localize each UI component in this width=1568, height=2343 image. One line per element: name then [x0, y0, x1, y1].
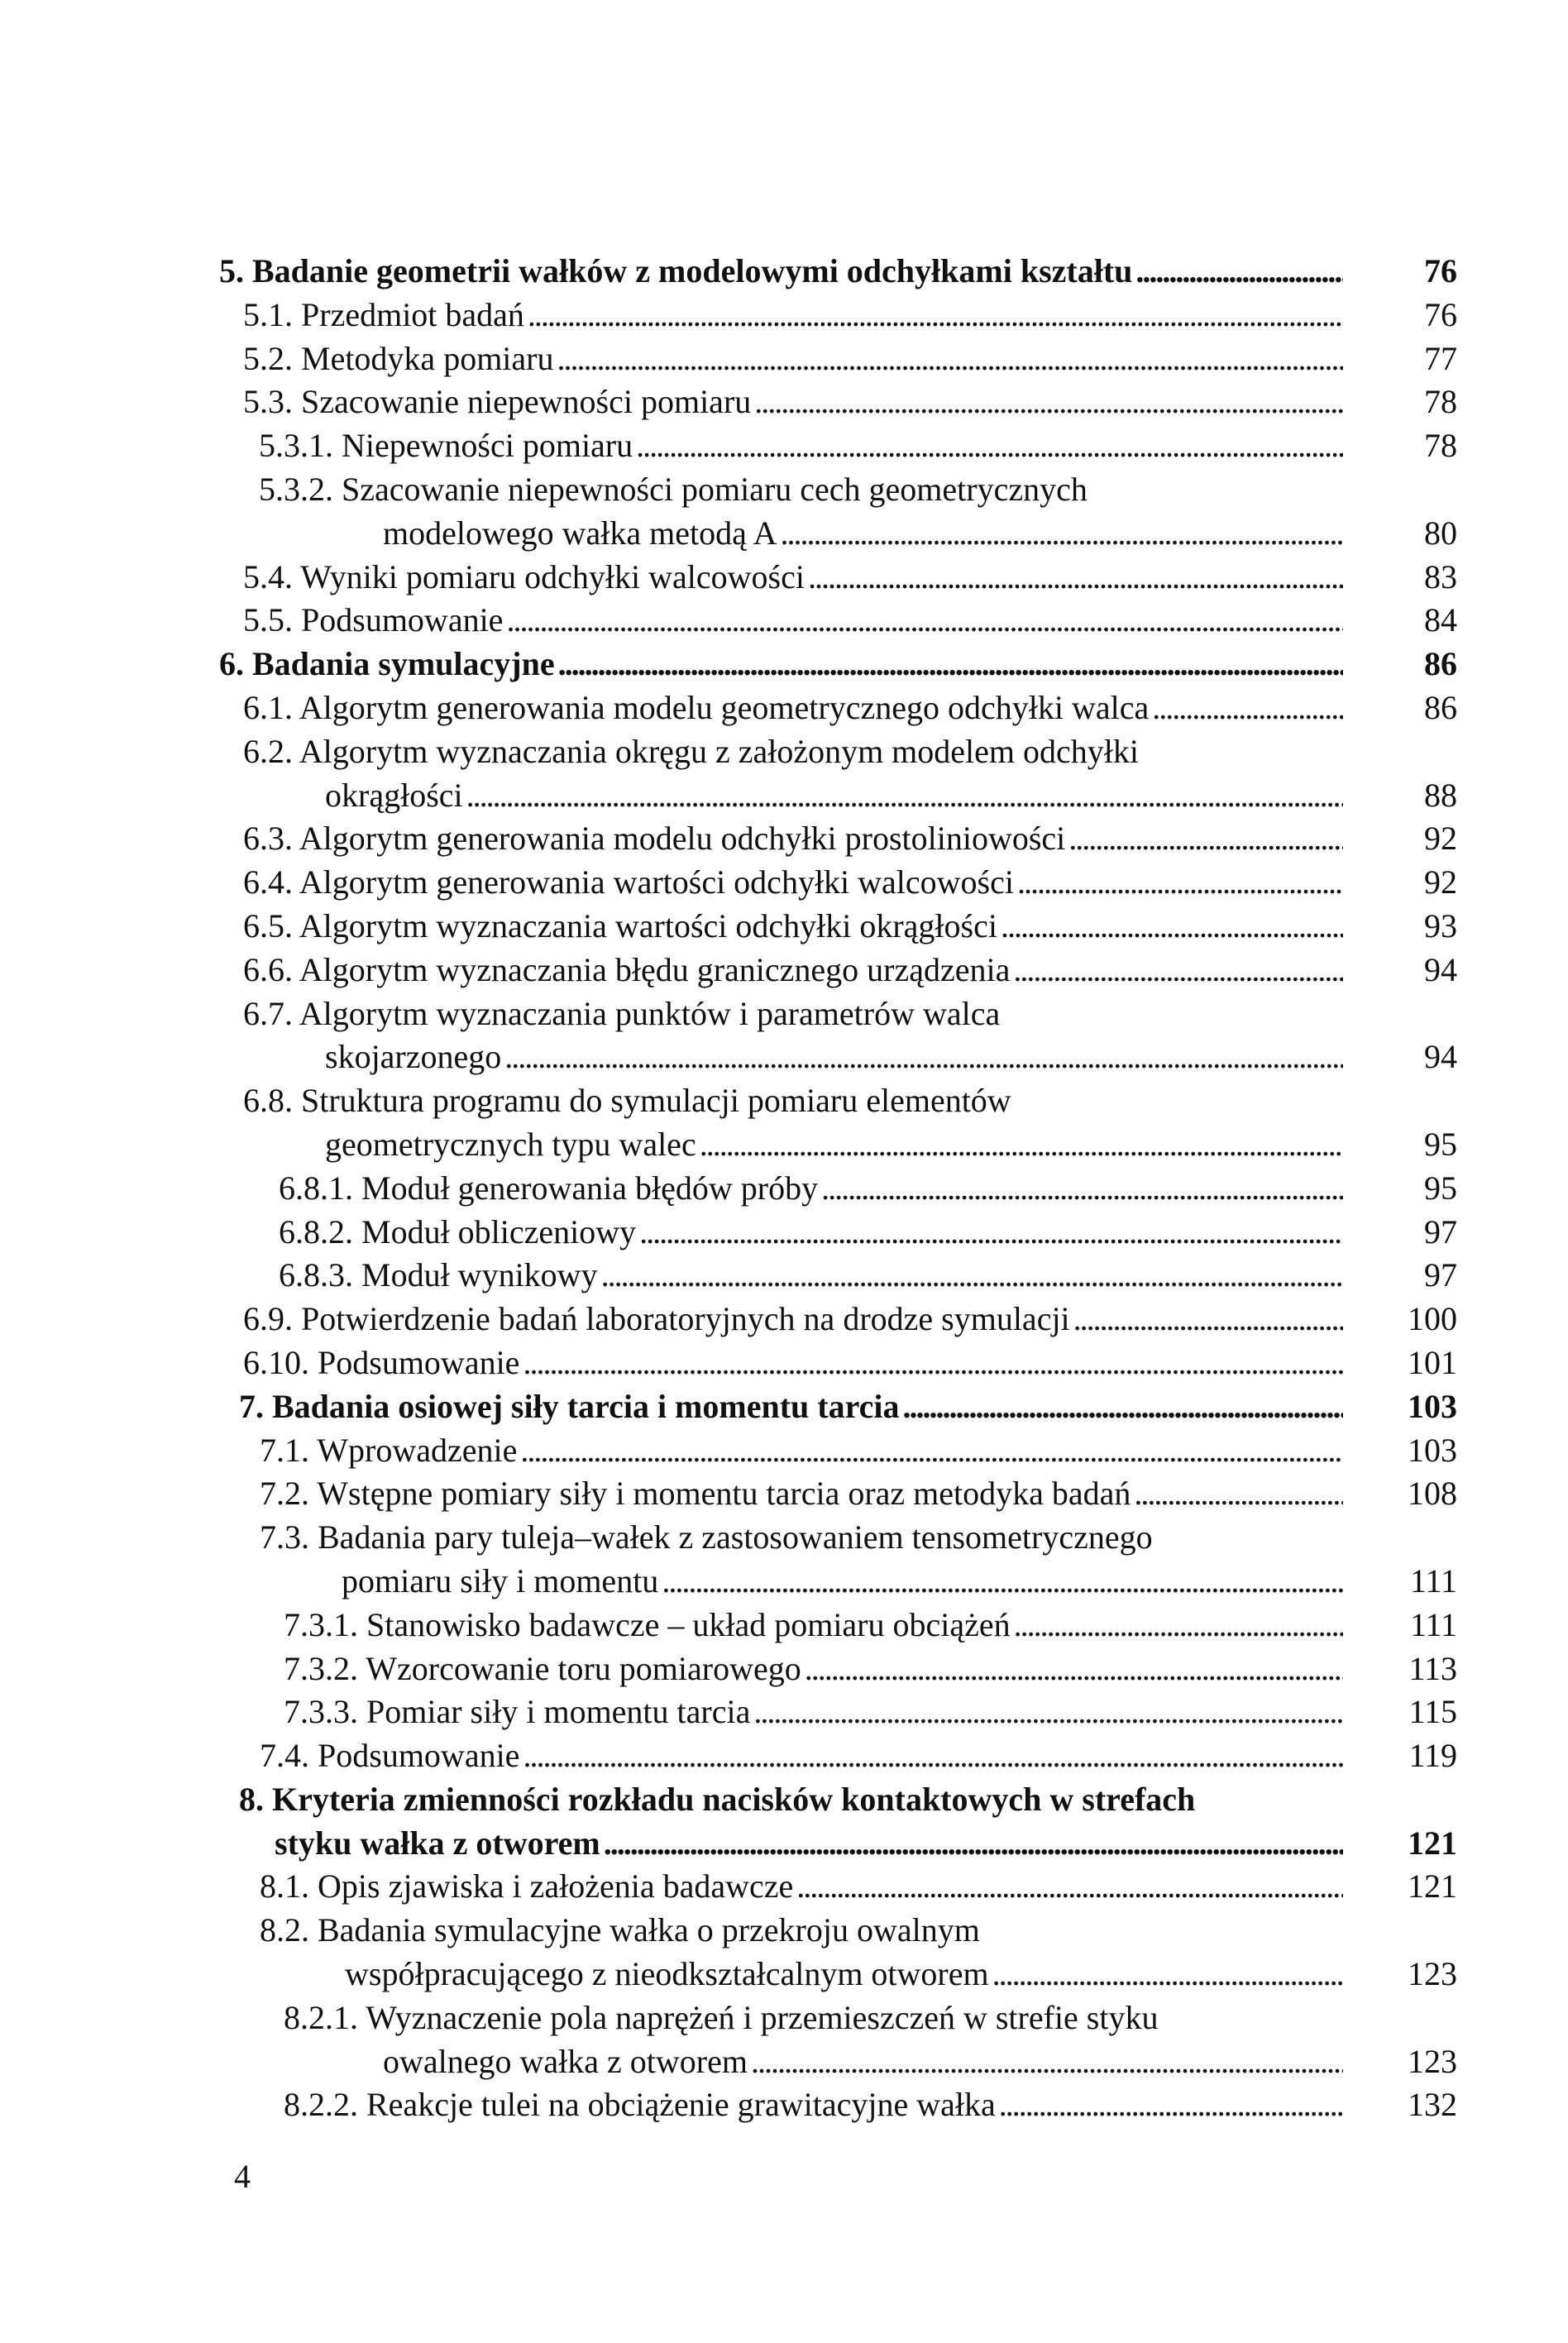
toc-entry-page: 88: [1424, 776, 1457, 814]
toc-entry-page: 94: [1424, 950, 1457, 988]
toc-entry-page: 111: [1409, 1561, 1457, 1599]
toc-entry-title: 6.1. Algorytm generowania modelu geometrycznego odchyłki walca . . .: [243, 686, 1343, 730]
toc-entry-page: 97: [1424, 1256, 1457, 1294]
toc-entry[interactable]: [0, 556, 1568, 600]
toc-entry[interactable]: [25, 2083, 1568, 2127]
toc-entry[interactable]: [17, 1472, 1568, 1516]
toc-entry[interactable]: [20, 1254, 1568, 1298]
toc-entry[interactable]: [17, 1734, 1568, 1778]
toc-entry-title: 7.3.3. Pomiar siły i momentu tarcia . . .: [284, 1690, 1343, 1734]
toc-entry-continuation[interactable]: [0, 774, 1568, 818]
toc-entry-title: 6.4. Algorytm generowania wartości odchyłki walcowości . . .: [243, 861, 1343, 905]
toc-entry-title: 6.9. Potwierdzenie badań laboratoryjnych na drodze symulacji . . .: [243, 1298, 1343, 1341]
toc-entry-title: 5.5. Podsumowanie . . .: [243, 599, 1343, 643]
toc-entry[interactable]: [20, 1211, 1568, 1255]
toc-entry-page: 132: [1408, 2086, 1457, 2124]
toc-entry-page: 86: [1424, 645, 1457, 683]
toc-entry-title: 7.3.2. Wzorcowanie toru pomiarowego . . .: [284, 1647, 1343, 1691]
toc-entry[interactable]: [20, 1385, 1568, 1429]
toc-entry-title: styku wałka z otworem . . .: [275, 1822, 1343, 1866]
toc-entry-continuation[interactable]: [20, 1953, 1568, 1996]
toc-entry-title: 8.2. Badania symulacyjne wałka o przekroju owalnym: [260, 1911, 980, 1949]
toc-entry-page: 78: [1424, 383, 1457, 421]
toc-entry-page: 111: [1409, 1605, 1457, 1643]
toc-entry-title: geometrycznych typu walec . . .: [325, 1123, 1343, 1167]
toc-entry-title: 5.4. Wyniki pomiaru odchyłki walcowości . . .: [243, 556, 1343, 600]
toc-entry-title: 5.3. Szacowanie niepewności pomiaru . . .: [243, 380, 1343, 424]
toc-entry-title: 8.2.1. Wyznaczenie pola naprężeń i przemieszczeń w strefie styku: [284, 1998, 1159, 2036]
toc-entry[interactable]: [0, 468, 1568, 512]
toc-entry[interactable]: [0, 1298, 1568, 1341]
toc-entry-title: 7.2. Wstępne pomiary siły i momentu tarcia oraz metodyka badań . . .: [260, 1472, 1343, 1516]
toc-entry-page: 123: [1408, 2042, 1457, 2080]
toc-entry[interactable]: [0, 424, 1568, 468]
toc-entry-continuation[interactable]: [0, 1822, 1568, 1866]
toc-entry-title: 6.6. Algorytm wyznaczania błędu granicznego urządzenia . . .: [243, 949, 1343, 992]
toc-entry-title: 6.8. Struktura programu do symulacji pomiaru elementów: [243, 1082, 1011, 1120]
toc-entry-title: 5.2. Metodyka pomiaru . . .: [243, 337, 1343, 381]
toc-entry[interactable]: [0, 337, 1568, 381]
toc-entry-page: 77: [1424, 339, 1457, 377]
table-of-contents: [0, 250, 1568, 2127]
toc-entry[interactable]: [0, 1079, 1568, 1123]
toc-entry-page: 86: [1424, 688, 1457, 726]
toc-entry-title: 7.4. Podsumowanie . . .: [260, 1734, 1343, 1778]
toc-entry[interactable]: [25, 1604, 1568, 1647]
toc-entry-page: 101: [1408, 1343, 1457, 1381]
toc-entry-title: 8.1. Opis zjawiska i założenia badawcze . . .: [260, 1865, 1343, 1909]
toc-entry-page: 95: [1424, 1169, 1457, 1207]
toc-entry-title: 7.3.1. Stanowisko badawcze – układ pomiaru obciążeń . . .: [284, 1604, 1343, 1647]
toc-entry[interactable]: [17, 1516, 1568, 1560]
toc-entry[interactable]: [25, 1996, 1568, 2040]
toc-entry-title: 5.1. Przedmiot badań . . .: [243, 294, 1343, 337]
toc-entry[interactable]: [0, 380, 1568, 424]
toc-entry-continuation[interactable]: [17, 1560, 1568, 1604]
toc-entry-title: 5.3.1. Niepewności pomiaru . . .: [259, 424, 1343, 468]
toc-entry[interactable]: [17, 1429, 1568, 1473]
toc-entry-title: 8.2.2. Reakcje tulei na obciążenie grawitacyjne wałka . . .: [284, 2083, 1343, 2127]
toc-entry-page: 115: [1408, 1693, 1457, 1731]
toc-entry[interactable]: [0, 686, 1568, 730]
toc-entry-title: 6.3. Algorytm generowania modelu odchyłki prostoliniowości . . .: [243, 817, 1343, 861]
toc-entry-page: 113: [1408, 1649, 1457, 1687]
toc-entry-page: 97: [1424, 1212, 1457, 1250]
toc-entry-title: 5. Badanie geometrii wałków z modelowymi odchyłkami kształtu . . .: [219, 250, 1343, 294]
toc-entry-title: 7. Badania osiowej siły tarcia i momentu tarcia . . .: [239, 1385, 1343, 1429]
toc-entry-title: 6.8.2. Moduł obliczeniowy . . .: [279, 1211, 1343, 1255]
toc-entry-page: 103: [1408, 1431, 1457, 1469]
toc-entry[interactable]: [0, 992, 1568, 1036]
toc-entry[interactable]: [17, 1909, 1568, 1953]
toc-entry-continuation[interactable]: [0, 1035, 1568, 1079]
toc-entry-page: 95: [1424, 1125, 1457, 1163]
toc-entry-title: skojarzonego . . .: [325, 1035, 1343, 1079]
toc-entry-title: pomiaru siły i momentu . . .: [342, 1560, 1343, 1604]
toc-entry-title: 6.7. Algorytm wyznaczania punktów i parametrów walca: [243, 994, 1001, 1032]
toc-entry-page: 100: [1408, 1300, 1457, 1338]
toc-entry-page: 108: [1408, 1475, 1457, 1513]
toc-entry[interactable]: [25, 1690, 1568, 1734]
toc-entry[interactable]: [20, 1778, 1568, 1822]
toc-entry-page: 92: [1424, 863, 1457, 901]
toc-entry[interactable]: [0, 250, 1568, 294]
toc-entry-page: 93: [1424, 906, 1457, 944]
toc-entry[interactable]: [0, 817, 1568, 861]
toc-entry-title: współpracującego z nieodkształcalnym otworem . . .: [345, 1953, 1343, 1996]
toc-entry-page: 84: [1424, 601, 1457, 639]
toc-entry-title: 7.3. Badania pary tuleja–wałek z zastosowaniem tensometrycznego: [260, 1518, 1153, 1556]
toc-entry-title: okrągłości . . .: [325, 774, 1343, 818]
toc-entry[interactable]: [0, 294, 1568, 337]
toc-entry-title: 6.8.1. Moduł generowania błędów próby . . .: [279, 1167, 1343, 1211]
toc-entry-page: 76: [1424, 295, 1457, 333]
toc-entry[interactable]: [17, 1865, 1568, 1909]
toc-entry[interactable]: [0, 599, 1568, 643]
toc-entry-continuation[interactable]: [0, 512, 1568, 556]
toc-entry-title: 6.5. Algorytm wyznaczania wartości odchyłki okrągłości . . .: [243, 905, 1343, 949]
toc-entry[interactable]: [25, 1647, 1568, 1691]
toc-entry-page: 119: [1408, 1737, 1457, 1775]
toc-entry[interactable]: [0, 730, 1568, 774]
toc-entry-page: 121: [1408, 1867, 1457, 1905]
toc-entry-page: 76: [1424, 252, 1457, 289]
toc-entry-title: 6. Badania symulacyjne . . .: [219, 643, 1343, 686]
toc-entry-continuation[interactable]: [0, 2040, 1568, 2084]
toc-entry-title: 8. Kryteria zmienności rozkładu nacisków kontaktowych w strefach: [239, 1780, 1196, 1818]
toc-entry-page: 80: [1424, 514, 1457, 552]
toc-entry-title: 7.1. Wprowadzenie . . .: [260, 1429, 1343, 1473]
toc-entry-title: 6.8.3. Moduł wynikowy . . .: [279, 1254, 1343, 1298]
toc-entry-continuation[interactable]: [0, 1123, 1568, 1167]
toc-entry[interactable]: [0, 905, 1568, 949]
toc-entry-title: 5.3.2. Szacowanie niepewności pomiaru cech geometrycznych: [259, 470, 1088, 508]
toc-entry[interactable]: [20, 1167, 1568, 1211]
page-number: 4: [234, 2158, 251, 2195]
toc-entry[interactable]: [0, 949, 1568, 992]
toc-entry-page: 92: [1424, 820, 1457, 858]
toc-entry-title: 6.10. Podsumowanie . . .: [243, 1341, 1343, 1385]
toc-entry-page: 103: [1408, 1387, 1457, 1425]
toc-entry[interactable]: [0, 643, 1568, 686]
toc-entry-title: 6.2. Algorytm wyznaczania okręgu z założonym modelem odchyłki: [243, 732, 1140, 770]
toc-entry-title: owalnego wałka z otworem . . .: [383, 2040, 1343, 2084]
toc-entry-page: 94: [1424, 1038, 1457, 1076]
toc-entry-page: 83: [1424, 557, 1457, 595]
toc-entry-page: 123: [1408, 1955, 1457, 1993]
toc-entry[interactable]: [0, 861, 1568, 905]
toc-entry-page: 78: [1424, 427, 1457, 465]
toc-entry[interactable]: [0, 1341, 1568, 1385]
toc-entry-page: 121: [1408, 1824, 1457, 1862]
toc-entry-title: modelowego wałka metodą A . . .: [383, 512, 1343, 556]
